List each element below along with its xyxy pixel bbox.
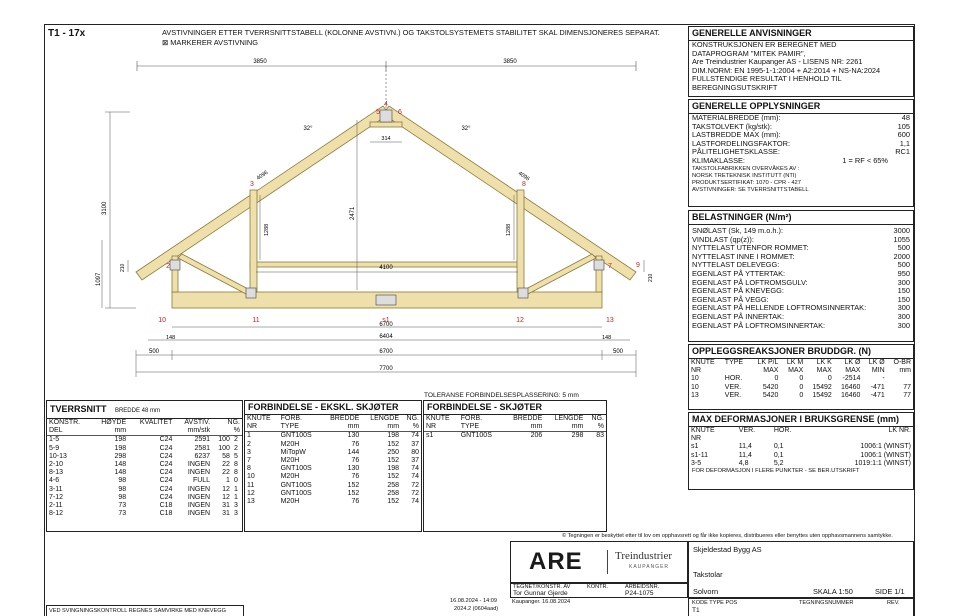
dim-height-knee: 1097 — [96, 272, 102, 286]
dim-top-right: 3850 — [503, 59, 517, 65]
gi-row: TAKSTOLVEKT (kg/stk): 105 — [692, 121, 910, 131]
logo-box — [510, 541, 688, 583]
deformations-panel — [688, 412, 914, 490]
bottom-note: VED SVINGNINGSKONTROLL REGNES SAMVIRKE MED KNEVEGG — [49, 608, 226, 614]
general-info-panel — [688, 99, 914, 207]
general-instructions-panel — [688, 26, 914, 97]
connections-splice-title: FORBINDELSE - SKJØTER — [424, 401, 606, 415]
reactions-table: KNUTE TYPE LK P/L LK M LK K LK Ø LK Ø O-BR NR MAX MAX MAX MAX MIN mm 10 HOR. 0 0 0 -2514 - 10 VER. 5420 0 15492 16460 -471 77 13 VER. 5420 0 15492 16460 -471 77 — [691, 359, 911, 399]
load-row: EGENLAST PÅ LOFTROMSINNERTAK: 300 — [692, 320, 910, 330]
table-row: s1 11,4 0,1 1006:1 (WINST) — [691, 443, 911, 451]
load-row: EGENLAST PÅ LOFTROMSGULV: 300 — [692, 277, 910, 287]
general-instructions-title: GENERELLE ANVISNINGER — [689, 27, 913, 41]
table-row: 2-10 148 C24 INGEN 22 8 — [49, 461, 238, 469]
table-row: 7 M20H 76 152 37 — [247, 457, 419, 465]
table-row: 1-5 198 C24 2591 100 2 — [49, 436, 238, 444]
table-row: 10 VER. 5420 0 15492 16460 -471 77 — [691, 383, 911, 391]
node-3: 3 — [250, 181, 254, 188]
dim-eave-left: 210 — [120, 263, 126, 272]
table-row: 12 GNT100S 152 258 72 — [247, 489, 419, 497]
dim-bottom-3: 148 — [602, 335, 612, 341]
dim-top-left: 3850 — [253, 59, 267, 65]
gi-line-3: Are Treindustrier Kaupanger AS - LISENS NR: 2261 — [692, 57, 863, 67]
truss-drawing — [96, 50, 660, 395]
node-9: 9 — [636, 262, 640, 269]
gi-row: LASTFORDELINGSFAKTOR: 1,1 — [692, 138, 910, 148]
deformations-title: MAX DEFORMASJONER I BRUKSGRENSE (mm) — [689, 413, 913, 427]
load-row: EGENLAST PÅ VEGG: 150 — [692, 294, 910, 304]
reactions-panel — [688, 344, 914, 410]
load-row: EGENLAST PÅ YTTERTAK: 950 — [692, 268, 910, 278]
page-label: SIDE 1/1 — [875, 587, 905, 596]
general-info-title: GENERELLE OPPLYSNINGER — [689, 100, 913, 114]
drawn-label: TEGNET/KONSTR. AV — [513, 584, 571, 590]
load-row: NYTTELAST DELEVEGG: 500 — [692, 260, 910, 270]
node-13: 13 — [606, 317, 614, 324]
customer-name: Skjeldestad Bygg AS — [693, 545, 762, 554]
code-box — [688, 598, 914, 616]
gi-line-1: KONSTRUKSJONEN ER BEREGNET MED — [692, 40, 837, 49]
load-row: VINDLAST (qp(z)): 1055 — [692, 234, 910, 244]
gi-line-5: FULLSTENDIGE RESULTAT I HENHOLD TIL — [692, 74, 842, 84]
type-value: T1 — [692, 607, 700, 614]
dim-top-gap: 314 — [381, 136, 391, 142]
dim-height-total: 3100 — [102, 201, 108, 215]
table-row: 2-11 73 C18 INGEN 31 3 — [49, 502, 238, 510]
deformations-note: FOR DEFORMASJON I FLERE PUNKTER - SE BER.UTSKRIFT — [692, 468, 860, 475]
table-row: 7-12 98 C24 INGEN 12 1 — [49, 493, 238, 501]
loads-panel — [688, 210, 914, 342]
drawing-no-label: TEGNINGSNUMMER — [799, 600, 854, 606]
gi-row: KLIMAKLASSE: 1 = RF < 65% — [692, 155, 888, 165]
bottom-note-box — [46, 605, 244, 616]
drawn-box — [510, 583, 688, 598]
company-logo: ARE — [529, 548, 583, 575]
node-8: 8 — [522, 181, 526, 188]
node-5: 5 — [376, 109, 380, 116]
table-row: 11 GNT100S 152 258 72 — [247, 481, 419, 489]
connections-splice-panel — [423, 400, 607, 532]
copyright-note: © Tegningen er beskyttet etter til lov om opphavsrett og får ikke kopieres, distribueres eller benyttes uten opphavsmannens samtykke. — [562, 533, 893, 539]
dim-over-right: 500 — [612, 349, 624, 355]
table-row: 2 M20H 76 152 37 — [247, 440, 419, 448]
connections-excl-title: FORBINDELSE - EKSKL. SKJØTER — [245, 401, 421, 415]
diagonal-right — [524, 254, 596, 294]
gi-line-4: DIM.NORM: EN 1995-1-1:2004 + A2:2014 + NS-NA:2024 — [692, 65, 881, 75]
truss-title: T1 - 17x — [48, 28, 86, 39]
table-row: 3-5 4,8 5,2 1019:1:1 (WINST) — [691, 459, 911, 467]
type-label: KODE TYPE POS — [692, 600, 738, 606]
gi-foot-3: PRODUKTSERTIFIKAT: 1070 - CPR - 427 — [692, 179, 801, 186]
gi-line-6: BEREGNINGSUTSKRIFT — [692, 82, 778, 92]
dim-bottom-1: 148 — [166, 335, 176, 341]
reactions-title: OPPLEGGSREAKSJONER BRUDDGR. (N) — [689, 345, 913, 359]
top-tie — [370, 122, 402, 127]
drawn-by: Tor Gunnar Gjerde — [513, 590, 568, 597]
length-right: 4096 — [516, 170, 531, 183]
order-label: ARBEIDSNR. — [625, 584, 660, 590]
table-row: 13 M20H 76 152 74 — [247, 498, 419, 506]
product-name: Takstolar — [693, 570, 723, 579]
table-row: 3-11 98 C24 INGEN 12 1 — [49, 485, 238, 493]
table-row: 1 GNT100S 130 198 74 — [247, 432, 419, 440]
rev-label: REV. — [887, 600, 900, 606]
loads-title: BELASTNINGER (N/m²) — [689, 211, 913, 225]
load-row: NYTTELAST INNE I ROMMET: 2000 — [692, 251, 910, 261]
connections-excl-table: KNUTE FORB. BREDDE LENGDE NG. NR TYPE mm mm % 1 GNT100S 130 198 74 2 M20H 76 152 37 3 MiTopW 144 250 80 7 M20H 76 152 37 8 GNT100S 130 198 74 10 M20H 76 152 74 11 GNT100S 152 258 72 12 GNT100S 152 258 72 13 M20H 76 152 74 — [247, 415, 419, 506]
gi-row: MATERIALBREDDE (mm): 48 — [692, 113, 910, 122]
dim-post-right: 1288 — [506, 223, 512, 236]
table-row: 3 MiTopW 144 250 80 — [247, 448, 419, 456]
top-chord-right — [383, 106, 636, 280]
deformations-table: KNUTE VER. HOR. LK NR. NR s1 11,4 0,1 1006:1 (WINST) s1-11 11,4 0,1 1006:1 (WINST) 3-5 4,8 5,2 1019:1:1 (WINST) — [691, 427, 911, 467]
table-row: s1-11 11,4 0,1 1006:1 (WINST) — [691, 451, 911, 459]
date-2: Kaupanger. 16.08.2024 — [512, 599, 571, 605]
node-6: 6 — [398, 109, 402, 116]
connections-splice-table: KNUTE FORB. BREDDE LENGDE NG. NR TYPE mm mm % s1 GNT100S 206 298 83 — [426, 415, 604, 440]
table-row: 8-12 73 C18 INGEN 31 3 — [49, 510, 238, 518]
angle-left: 32° — [303, 126, 313, 132]
company-sub: KAUPANGER — [629, 564, 670, 570]
node-4: 4 — [384, 101, 388, 108]
table-row: 13 VER. 5420 0 15492 16460 -471 77 — [691, 391, 911, 399]
load-row: SNØLAST (Sk, 149 m.o.h.): 3000 — [692, 226, 910, 235]
node-7: 7 — [608, 263, 612, 270]
tolerance-note: TOLERANSE FORBINDELSESPLASSERING: 5 mm — [424, 392, 579, 399]
dim-ceiling-height: 2471 — [350, 206, 356, 220]
check-label: KONTR. — [587, 584, 609, 590]
cross-section-subtitle: BREDDE 48 mm — [114, 408, 160, 414]
cross-section-panel — [46, 400, 243, 532]
post-left — [250, 190, 257, 292]
cross-section-title: TVERRSNITT — [50, 404, 107, 414]
date-1: 16.08.2024 - 14:09 — [450, 598, 497, 604]
scale-label: SKALA 1:50 — [813, 587, 853, 596]
table-row: 8 GNT100S 130 198 74 — [247, 465, 419, 473]
table-row: 10-13 298 C24 6237 58 5 — [49, 452, 238, 460]
company-name: Treindustrier — [615, 550, 673, 562]
dim-total: 7700 — [379, 366, 393, 372]
table-row: s1 GNT100S 206 298 83 — [426, 432, 604, 440]
dim-over-mid: 6700 — [379, 349, 393, 355]
load-row: EGENLAST PÅ KNEVEGG: 150 — [692, 286, 910, 296]
angle-right: 32° — [461, 126, 471, 132]
node-10: 10 — [158, 317, 166, 324]
dim-post-left: 1288 — [264, 223, 270, 236]
gi-foot-1: TAKSTOLFABRIKKEN OVERVÅKES AV : — [692, 165, 800, 172]
table-row: 8-13 148 C24 INGEN 22 8 — [49, 469, 238, 477]
note-line-2: ⊠ MARKERER AVSTIVNING — [162, 38, 258, 47]
dim-collar: 4100 — [379, 265, 393, 271]
table-row: 4-6 98 C24 FULL 1 0 — [49, 477, 238, 485]
gi-foot-2: NORSK TRETEKNISK INSTITUTT (NTI) — [692, 172, 797, 179]
place-name: Solvorn — [693, 587, 719, 596]
load-row: EGENLAST PÅ HELLENDE LOFTROMSINNERTAK: 300 — [692, 303, 910, 313]
node-s1: s1 — [382, 317, 390, 324]
dim-eave-right: 210 — [648, 273, 654, 282]
node-12: 12 — [516, 317, 524, 324]
table-row: 10 M20H 76 152 74 — [247, 473, 419, 481]
gi-line-2: DATAPROGRAM "MITEK PAMIR", — [692, 48, 806, 58]
cross-section-table: KONSTR. HØYDE KVALITET AVSTIV. NG. DEL mm mm/stk % 1-5 198 C24 2591 100 2 5-9 198 C24 2581 100 2 10-13 298 C24 6237 58 5 2-10 148 C24 INGEN 22 8 8-13 148 C24 INGEN 22 8 4-6 98 C24 FULL 1 0 3-11 98 C24 INGEN 12 1 7-12 98 C24 INGEN 12 1 2-11 73 C18 INGEN 31 3 8-12 73 C18 INGEN 31 3 — [49, 419, 240, 518]
connections-excl-panel — [244, 400, 422, 532]
note-line-1: AVSTIVNINGER ETTER TVERRSNITTSTABELL (KOLONNE AVSTIVN.) OG TAKSTOLSYSTEMETS STABILITET SKAL DIMENSJONERES SEPARAT. — [162, 28, 660, 37]
gi-row: LASTBREDDE MAX (mm): 600 — [692, 130, 910, 140]
top-chord-left — [136, 106, 389, 280]
gi-row: PÅLITELIGHETSKLASSE: RC1 — [692, 147, 910, 157]
dim-over-left: 500 — [148, 349, 160, 355]
length-left: 4096 — [255, 169, 270, 182]
diagonal-left — [178, 254, 250, 294]
load-row: EGENLAST PÅ INNERTAK: 300 — [692, 311, 910, 321]
dim-bottom-2: 6404 — [379, 334, 393, 340]
load-row: NYTTELAST UTENFOR ROMMET: 500 — [692, 243, 910, 253]
gi-foot-4: AVSTIVNINGER: SE TVERRSNITTSTABELL — [692, 186, 809, 193]
project-box — [688, 541, 914, 598]
node-11: 11 — [252, 317, 260, 324]
order-number: P24-1075 — [625, 590, 654, 597]
table-row: 10 HOR. 0 0 0 -2514 - — [691, 375, 885, 383]
dim-span-inner: 6700 — [379, 322, 393, 328]
logo-divider — [607, 550, 608, 574]
post-right — [517, 190, 524, 292]
date-1b: 2024.2 (0604aad) — [454, 606, 499, 612]
node-2: 2 — [166, 263, 170, 270]
table-row: 5-9 198 C24 2581 100 2 — [49, 444, 238, 452]
